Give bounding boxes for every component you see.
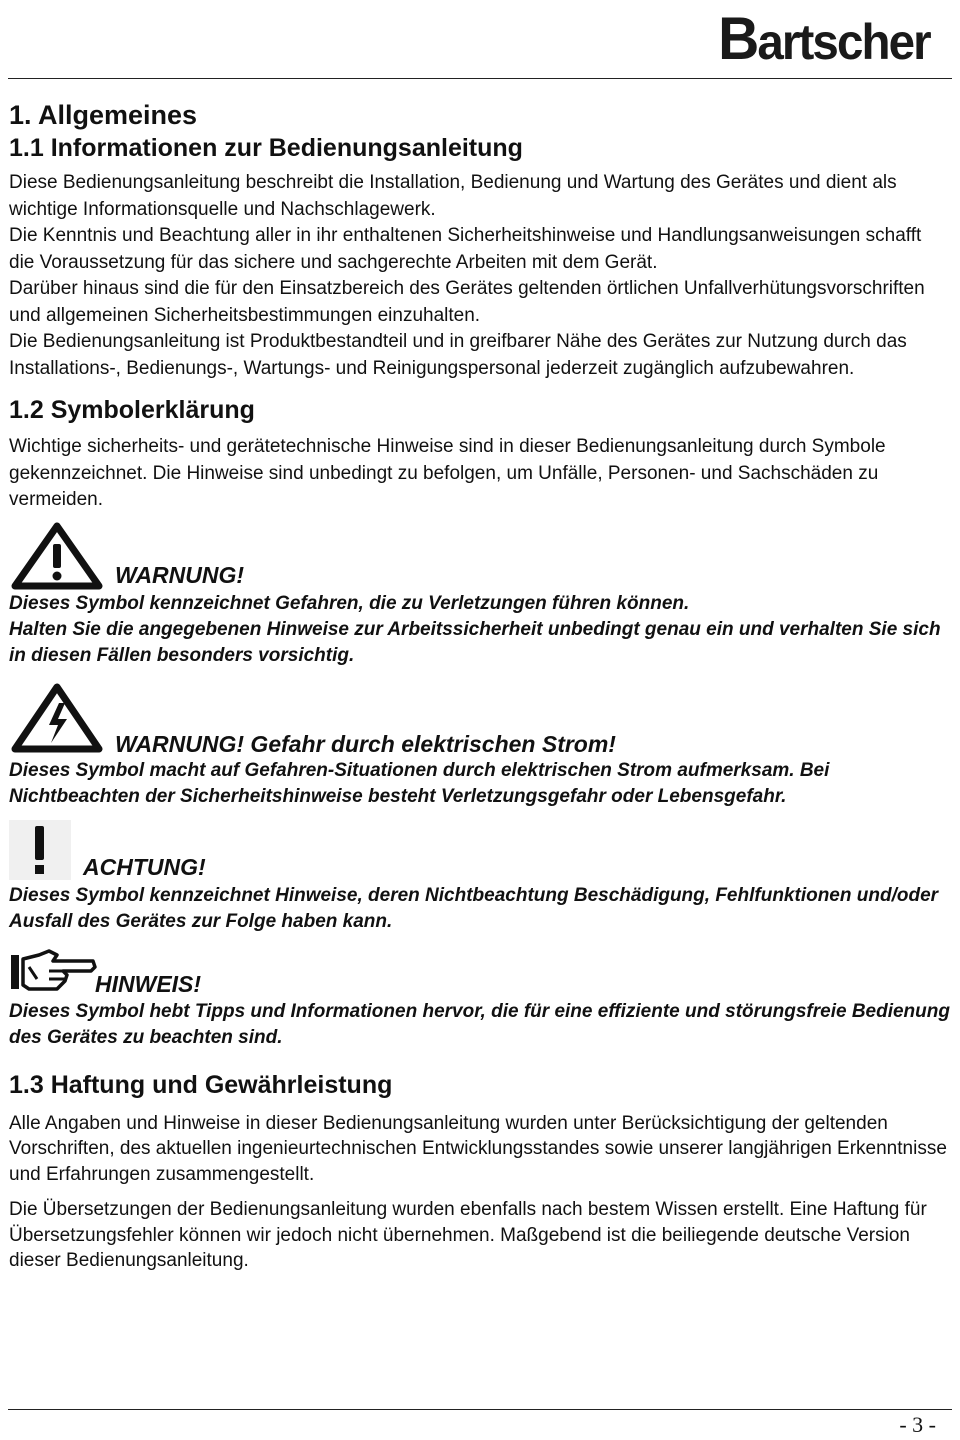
caution-block [9, 820, 951, 880]
footer-rule [8, 1409, 952, 1410]
page-number: - 3 - [899, 1412, 936, 1437]
warning-triangle-icon [11, 522, 103, 590]
warning-text: Halten Sie die angegebenen Hinweise zur Arbeitssicherheit unbedingt genau ein und verhalten Sie sich in diesen Fällen besonders vorsichtig. [9, 618, 941, 666]
section-1-2-title: 1.2 Symbolerklärung [9, 396, 255, 424]
page-content [9, 98, 951, 1274]
electric-warning-title: WARNUNG! Gefahr durch elektrischen Strom! [115, 730, 616, 757]
paragraph: Diese Bedienungsanleitung beschreibt die Installation, Bedienung und Wartung des Gerätes und dient als wichtige Informationsquelle und Nachschlagewerk. [9, 172, 897, 220]
electric-warning-block [9, 683, 951, 755]
section-1-1-title: 1.1 Informationen zur Bedienungsanleitung [9, 134, 523, 162]
pointing-hand-icon [9, 949, 97, 995]
section-1-title: 1. Allgemeines [9, 100, 198, 130]
electric-warning-text: Dieses Symbol macht auf Gefahren-Situationen durch elektrischen Strom aufmerksam. Bei Nichtbeachten der Sicherheitshinweise besteht Verletzungsgefahr oder Lebensgefahr. [9, 759, 830, 807]
logo-initial: B [718, 5, 758, 72]
logo-rest: artscher [757, 14, 930, 70]
exclamation-box-icon [9, 820, 71, 880]
paragraph: Darüber hinaus sind die für den Einsatzbereich des Gerätes geltenden örtlichen Unfallverhütungsvorschriften und allgemeinen Sicherheitsbestimmungen einzuhalten. [9, 278, 925, 326]
warning-block [9, 528, 951, 588]
note-text: Dieses Symbol hebt Tipps und Informationen hervor, die für eine effiziente und störungsfreie Bedienung des Gerätes zu beachten sind. [9, 1000, 950, 1048]
caution-title: ACHTUNG! [83, 853, 206, 880]
section-1-3-title: 1.3 Haftung und Gewährleistung [9, 1070, 393, 1099]
paragraph: Alle Angaben und Hinweise in dieser Bedienungsanleitung wurden unter Berücksichtigung der geltenden Vorschriften, des aktuellen ingenieurtechnischen Entwicklungsstandes sowie unserer langjährigen Erkenntnisse und Erfahrungen zusammengestellt. [9, 1112, 947, 1185]
paragraph: Die Kenntnis und Beachtung aller in ihr enthaltenen Sicherheitshinweise und Handlungsanweisungen schafft die Voraussetzung für das sichere und sachgerechte Arbeiten mit dem Gerät. [9, 225, 922, 273]
note-block [9, 949, 951, 997]
brand-logo [718, 4, 930, 73]
note-title: HINWEIS! [95, 970, 202, 997]
caution-text: Dieses Symbol kennzeichnet Hinweise, deren Nichtbeachtung Beschädigung, Fehlfunktionen und/oder Ausfall des Gerätes zur Folge haben kann. [9, 884, 939, 932]
electric-hazard-icon [11, 683, 103, 755]
paragraph: Wichtige sicherheits- und gerätetechnische Hinweise sind in dieser Bedienungsanleitung durch Symbole gekennzeichnet. Die Hinweise sind unbedingt zu befolgen, um Unfälle, Personen- und Sachschäden zu vermeiden. [9, 436, 886, 510]
paragraph: Die Übersetzungen der Bedienungsanleitung wurden ebenfalls nach bestem Wissen erstellt. Eine Haftung für Übersetzungsfehler können wir jedoch nicht übernehmen. Maßgebend ist die beiliegende deutsche Version dieser Bedienungsanleitung. [9, 1199, 927, 1271]
warning-title: WARNUNG! [115, 561, 245, 588]
warning-text: Dieses Symbol kennzeichnet Gefahren, die zu Verletzungen führen können. [9, 592, 690, 614]
header-rule [8, 78, 952, 79]
paragraph: Die Bedienungsanleitung ist Produktbestandteil und in greifbarer Nähe des Gerätes zur Nutzung durch das Installations-, Bedienungs-, Wartungs- und Reinigungspersonal jederzeit zugänglich aufzubewahren. [9, 331, 907, 379]
